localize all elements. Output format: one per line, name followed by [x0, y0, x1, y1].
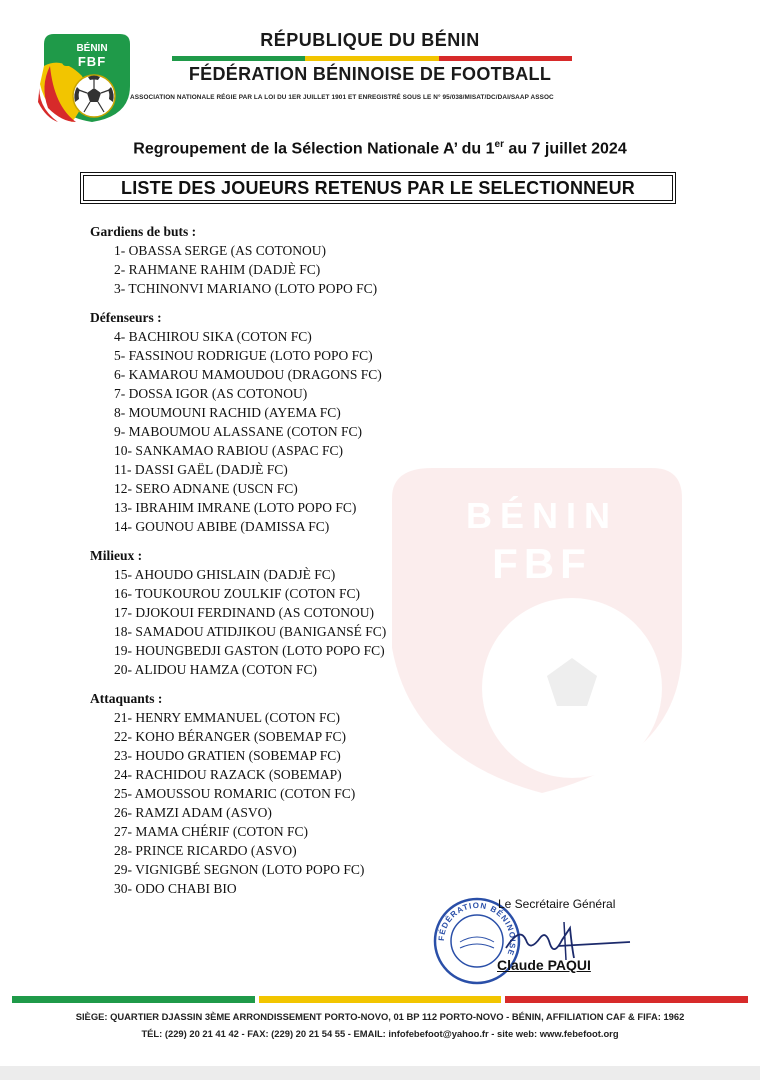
player-item: 30- ODO CHABI BIO	[114, 881, 237, 896]
player-item: 11- DASSI GAËL (DADJÈ FC)	[114, 462, 288, 477]
signatory-title: Le Secrétaire Général	[498, 897, 616, 911]
player-item: 18- SAMADOU ATIDJIKOU (BANIGANSÉ FC)	[114, 624, 387, 639]
svg-text:BÉNIN: BÉNIN	[76, 43, 108, 54]
federation-title: FÉDÉRATION BÉNINOISE DE FOOTBALL	[188, 64, 552, 84]
player-item: 25- AMOUSSOU ROMARIC (COTON FC)	[114, 786, 356, 801]
player-item: 26- RAMZI ADAM (ASVO)	[114, 805, 272, 820]
svg-text:FBF: FBF	[77, 54, 107, 69]
player-item: 27- MAMA CHÉRIF (COTON FC)	[114, 824, 309, 839]
svg-text:FÉDÉRATION BÉNINOISE: FÉDÉRATION BÉNINOISE	[436, 900, 518, 958]
player-item: 9- MABOUMOU ALASSANE (COTON FC)	[114, 424, 363, 439]
player-item: 21- HENRY EMMANUEL (COTON FC)	[114, 710, 340, 725]
list-title-box: LISTE DES JOUEURS RETENUS PAR LE SELECTIONNEUR	[80, 172, 676, 204]
player-item: 15- AHOUDO GHISLAIN (DADJÈ FC)	[114, 567, 336, 582]
section-title: Milieux :	[90, 548, 143, 563]
footer-address: SIÈGE: QUARTIER DJASSIN 3ÈME ARRONDISSEMENT PORTO-NOVO, 01 BP 112 PORTO-NOVO - BÉNIN, AFFILIATION CAF & FIFA: 1962	[75, 1011, 685, 1022]
player-item: 17- DJOKOUI FERDINAND (AS COTONOU)	[114, 605, 374, 620]
regroupement-title: Regroupement de la Sélection Nationale A’ du 1er au 7 juillet 2024	[133, 139, 627, 158]
player-item: 29- VIGNIGBÉ SEGNON (LOTO POPO FC)	[114, 862, 365, 877]
player-item: 6- KAMAROU MAMOUDOU (DRAGONS FC)	[114, 367, 382, 382]
section-title: Défenseurs :	[90, 310, 162, 325]
player-item: 8- MOUMOUNI RACHID (AYEMA FC)	[114, 405, 341, 420]
section-title: Gardiens de buts :	[90, 224, 197, 239]
player-item: 12- SERO ADNANE (USCN FC)	[114, 481, 298, 496]
player-item: 2- RAHMANE RAHIM (DADJÈ FC)	[114, 262, 321, 277]
republic-title: RÉPUBLIQUE DU BÉNIN	[260, 30, 480, 50]
player-item: 22- KOHO BÉRANGER (SOBEMAP FC)	[114, 729, 347, 744]
player-item: 28- PRINCE RICARDO (ASVO)	[114, 843, 297, 858]
player-item: 10- SANKAMAO RABIOU (ASPAC FC)	[114, 443, 344, 458]
player-item: 1- OBASSA SERGE (AS COTONOU)	[114, 243, 327, 258]
footer-contact: TÉL: (229) 20 21 41 42 - FAX: (229) 20 21 54 55 - EMAIL: infofebefoot@yahoo.fr - site web: www.febefoot.org	[141, 1028, 619, 1039]
player-item: 13- IBRAHIM IMRANE (LOTO POPO FC)	[114, 500, 357, 515]
player-item: 16- TOUKOUROU ZOULKIF (COTON FC)	[114, 586, 361, 601]
section-forwards	[90, 689, 364, 898]
player-item: 19- HOUNGBEDJI GASTON (LOTO POPO FC)	[114, 643, 385, 658]
bottom-strip	[0, 1066, 760, 1080]
fbf-watermark	[372, 458, 712, 798]
player-item: 3- TCHINONVI MARIANO (LOTO POPO FC)	[114, 281, 378, 296]
fbf-logo	[32, 26, 142, 126]
section-goalkeepers	[90, 222, 377, 298]
association-note: ASSOCIATION NATIONALE RÉGIE PAR LA LOI DU 1ER JUILLET 1901 ET ENREGISTRÉ SOUS LE N° 95/038/MISAT/DC/DAI/SAAP ASSOC	[130, 94, 554, 101]
player-item: 7- DOSSA IGOR (AS COTONOU)	[114, 386, 308, 401]
section-defenders	[90, 308, 382, 536]
section-title: Attaquants :	[90, 691, 163, 706]
player-item: 4- BACHIROU SIKA (COTON FC)	[114, 329, 312, 344]
footer-flag-divider	[12, 996, 748, 1003]
player-item: 5- FASSINOU RODRIGUE (LOTO POPO FC)	[114, 348, 373, 363]
flag-divider	[172, 56, 572, 61]
signatory-name: Claude PAQUI	[497, 957, 591, 973]
player-item: 24- RACHIDOU RAZACK (SOBEMAP)	[114, 767, 342, 782]
svg-text:BÉNIN: BÉNIN	[465, 495, 619, 536]
player-item: 23- HOUDO GRATIEN (SOBEMAP FC)	[114, 748, 341, 763]
player-item: 14- GOUNOU ABIBE (DAMISSA FC)	[114, 519, 330, 534]
svg-text:FBF: FBF	[492, 540, 592, 587]
player-item: 20- ALIDOU HAMZA (COTON FC)	[114, 662, 318, 677]
section-midfielders	[90, 546, 386, 679]
